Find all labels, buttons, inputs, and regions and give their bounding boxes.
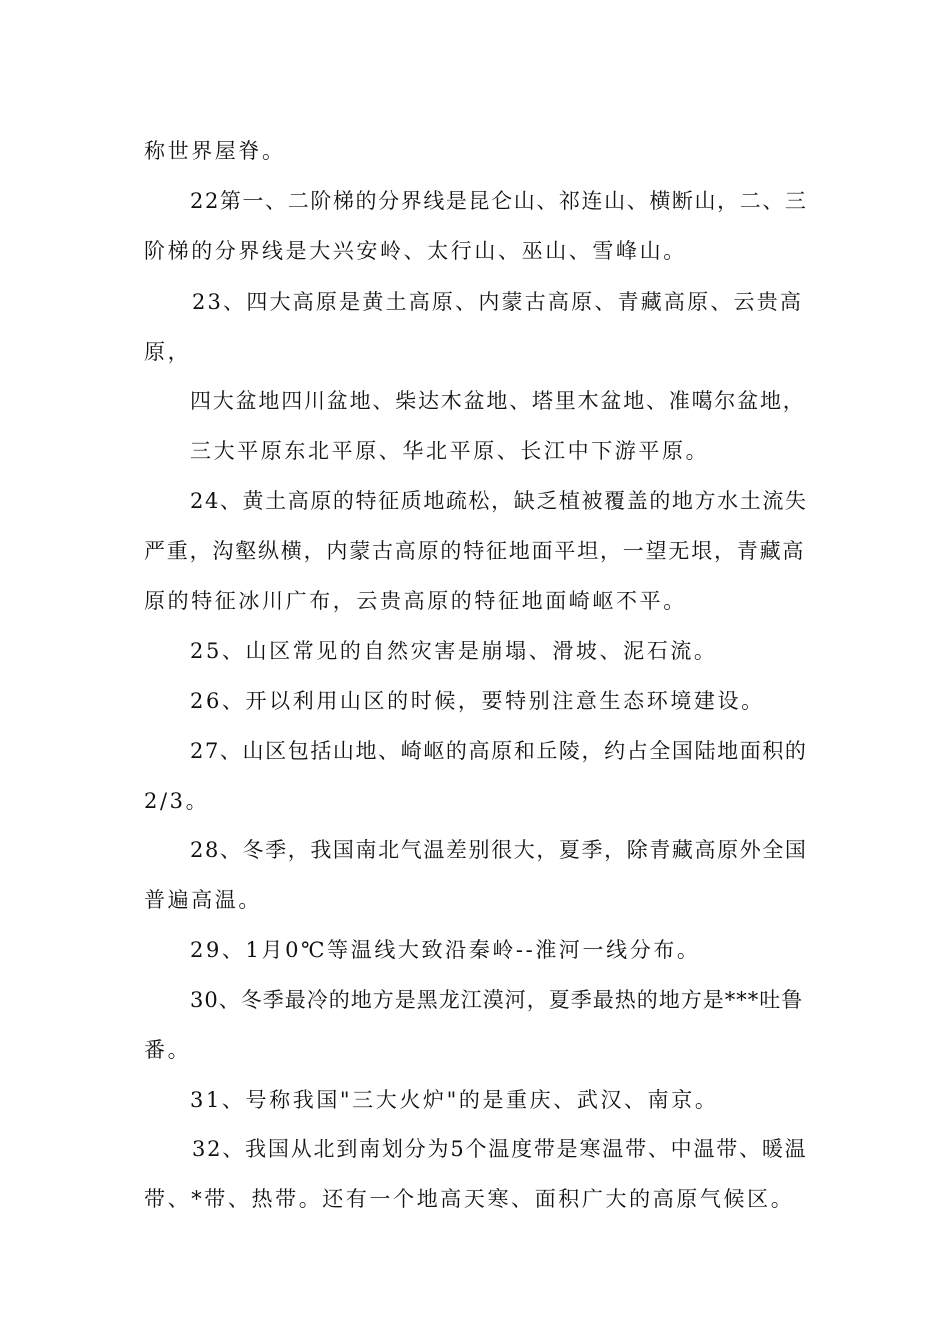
- paragraph-30-line-2: 番。: [144, 1038, 192, 1062]
- paragraph-26-line-1: 26、开以利用山区的时候，要特别注意生态环境建设。: [190, 689, 765, 713]
- paragraph-32-line-1: 32、我国从北到南划分为5个温度带是寒温带、中温带、暖温: [192, 1137, 808, 1161]
- paragraph-24-line-3: 原的特征冰川广布，云贵高原的特征地面崎岖不平。: [144, 589, 687, 613]
- paragraph-31-line-1: 31、号称我国"三大火炉"的是重庆、武汉、南京。: [190, 1088, 719, 1112]
- text-line-continuation: 称世界屋脊。: [144, 139, 286, 163]
- paragraph-23-line-1: 23、四大高原是黄土高原、内蒙古高原、青藏高原、云贵高: [192, 290, 804, 314]
- paragraph-23-line-4: 三大平原东北平原、华北平原、长江中下游平原。: [190, 439, 710, 463]
- paragraph-32-line-2: 带、*带、热带。还有一个地高天寒、面积广大的高原气候区。: [144, 1187, 795, 1211]
- paragraph-27-line-2: 2/3。: [144, 789, 210, 813]
- paragraph-22-line-1: 22第一、二阶梯的分界线是昆仑山、祁连山、横断山，二、三: [190, 189, 808, 213]
- paragraph-29-line-1: 29、1月0℃等温线大致沿秦岭--淮河一线分布。: [190, 938, 701, 962]
- paragraph-28-line-1: 28、冬季，我国南北气温差别很大，夏季，除青藏高原外全国: [190, 838, 808, 862]
- paragraph-24-line-2: 严重，沟壑纵横，内蒙古高原的特征地面平坦，一望无垠，青藏高: [144, 539, 806, 563]
- paragraph-23-line-2: 原，: [144, 340, 192, 364]
- paragraph-23-line-3: 四大盆地四川盆地、柴达木盆地、塔里木盆地、准噶尔盆地，: [190, 389, 806, 413]
- paragraph-28-line-2: 普遍高温。: [144, 888, 262, 912]
- paragraph-27-line-1: 27、山区包括山地、崎岖的高原和丘陵，约占全国陆地面积的: [190, 739, 808, 763]
- paragraph-22-line-2: 阶梯的分界线是大兴安岭、太行山、巫山、雪峰山。: [144, 239, 687, 263]
- paragraph-25-line-1: 25、山区常见的自然灾害是崩塌、滑坡、泥石流。: [190, 639, 718, 663]
- paragraph-30-line-1: 30、冬季最冷的地方是黑龙江漠河，夏季最热的地方是***吐鲁: [190, 988, 804, 1012]
- paragraph-24-line-1: 24、黄土高原的特征质地疏松，缺乏植被覆盖的地方水土流失: [190, 489, 808, 513]
